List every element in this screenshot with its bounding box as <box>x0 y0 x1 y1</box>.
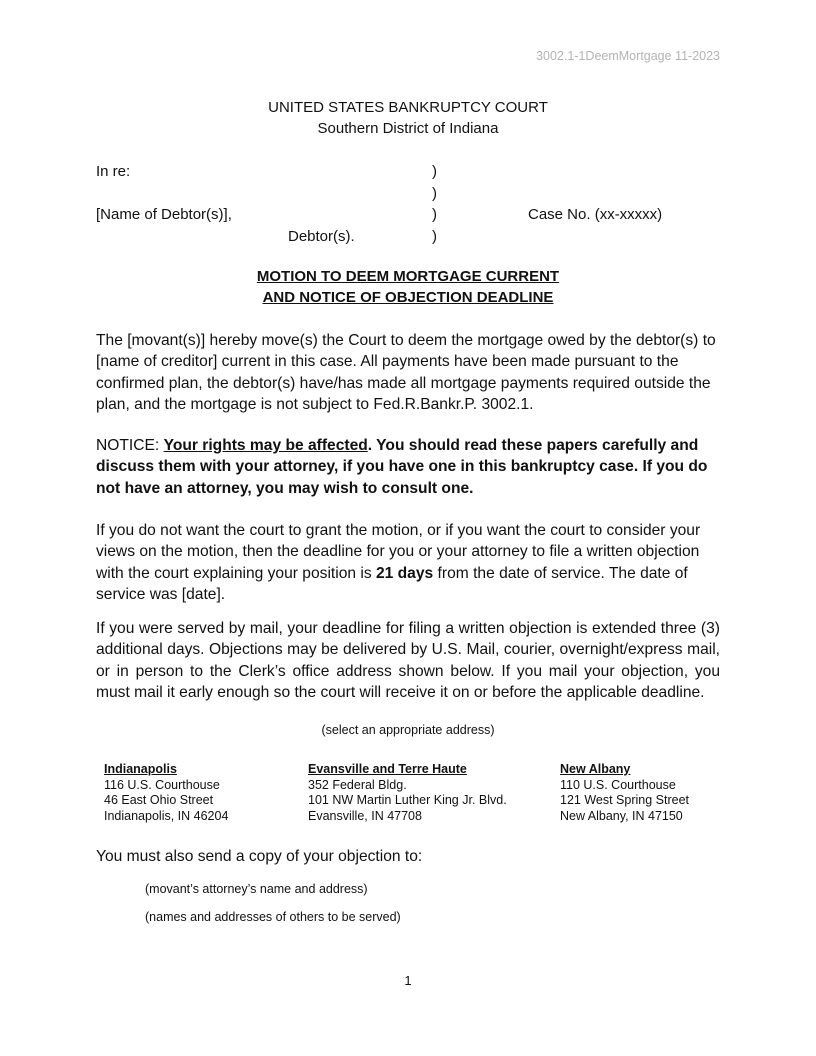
case-number: Case No. (xx-xxxxx) <box>528 206 663 223</box>
copy-instruction: You must also send a copy of your objection to: <box>96 848 423 865</box>
court-header <box>0 97 816 139</box>
deadline-text-2: from the date of service. The date of service was [date]. <box>96 564 688 604</box>
address-block-evansville <box>308 762 507 824</box>
mail-paragraph: If you were served by mail, your deadline for filing a written objection is extended three (3) additional days. Objections may be delivered by U.S. Mail, courier, overnight/express mail, or in person to the Clerk’s office address shown below. If you mail your objection, you must mail it early enough so the court will receive it on or before the applicable deadline. <box>96 620 720 702</box>
document-title <box>0 266 816 308</box>
caption-paren: ) <box>432 184 437 202</box>
address-line: 116 U.S. Courthouse <box>104 777 220 792</box>
deadline-days: 21 days <box>375 564 434 582</box>
address-block-indianapolis <box>104 762 228 824</box>
address-city: New Albany <box>560 762 631 776</box>
address-line: Indianapolis, IN 46204 <box>104 808 229 823</box>
form-identifier: 3002.1-1DeemMortgage 11-2023 <box>536 49 720 63</box>
notice-label: NOTICE: <box>96 437 164 454</box>
serve-line-others: (names and addresses of others to be served) <box>145 910 401 924</box>
address-line: New Albany, IN 47150 <box>560 808 683 823</box>
in-re-label: In re: <box>96 163 131 180</box>
address-block-new-albany <box>560 762 689 824</box>
notice-body: . You should read these papers carefully and discuss them with your attorney, if you have one in this bankruptcy case. If you do not have an attorney, you may wish to consult one. <box>96 437 708 497</box>
debtor-label: Debtor(s). <box>288 227 355 245</box>
deadline-paragraph <box>96 520 720 606</box>
deadline-text-1: If you do not want the court to grant the motion, or if you want the court to consider your views on the motion, then the deadline for you or your attorney to file a written objection with the court explaining your position is <box>96 522 701 582</box>
address-city: Evansville and Terre Haute <box>308 762 467 776</box>
court-district: Southern District of Indiana <box>317 120 499 137</box>
address-line: 352 Federal Bldg. <box>308 777 407 792</box>
debtor-name: [Name of Debtor(s)], <box>96 206 232 223</box>
address-city: Indianapolis <box>104 762 177 776</box>
notice-emphasis: Your rights may be affected <box>163 437 368 454</box>
select-address-note: (select an appropriate address) <box>321 723 495 737</box>
address-line: 121 West Spring Street <box>560 793 690 807</box>
title-line-1: MOTION TO DEEM MORTGAGE CURRENT <box>256 268 560 285</box>
caption-paren: ) <box>432 227 437 245</box>
title-line-2: AND NOTICE OF OBJECTION DEADLINE <box>262 289 554 306</box>
motion-paragraph: The [movant(s)] hereby move(s) the Court to deem the mortgage owed by the debtor(s) to [name of creditor] current in this case. All payments have been made pursuant to the confirmed plan, the debtor(s) have/has made all mortgage payments required outside the plan, and the mortgage is not subject to Fed.R.Bankr.P. 3002.1. <box>96 332 716 414</box>
court-name: UNITED STATES BANKRUPTCY COURT <box>268 99 548 116</box>
address-line: 101 NW Martin Luther King Jr. Blvd. <box>308 793 507 807</box>
address-line: Evansville, IN 47708 <box>308 808 422 823</box>
caption-paren: ) <box>432 163 437 180</box>
caption-paren: ) <box>432 206 437 223</box>
address-line: 46 East Ohio Street <box>104 793 214 807</box>
serve-line-movant: (movant’s attorney’s name and address) <box>145 882 368 896</box>
case-caption <box>96 161 720 247</box>
notice-paragraph <box>96 435 720 499</box>
page-number: 1 <box>404 973 412 988</box>
address-line: 110 U.S. Courthouse <box>560 777 676 792</box>
